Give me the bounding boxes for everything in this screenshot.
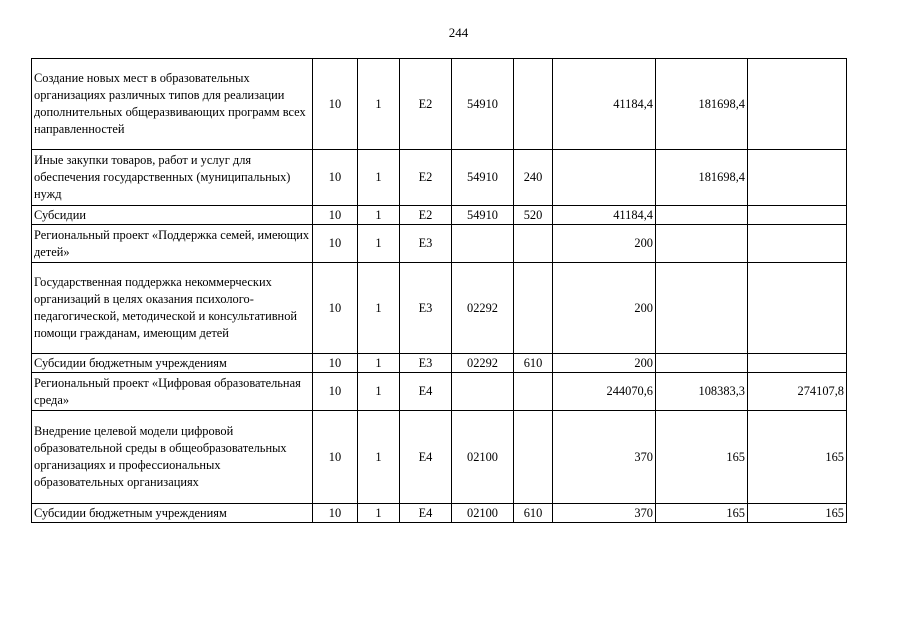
- expense-type-cell: [514, 225, 553, 263]
- amount-1-cell: 200: [553, 263, 656, 354]
- subsection-cell: 1: [358, 411, 400, 504]
- table-row: [32, 263, 847, 354]
- amount-2-cell: [656, 206, 748, 225]
- subsection-cell: 1: [358, 59, 400, 150]
- table-row: [32, 206, 847, 225]
- direction-cell: 02100: [452, 411, 514, 504]
- direction-cell: 54910: [452, 206, 514, 225]
- subsection-cell: 1: [358, 263, 400, 354]
- row-name: Субсидии: [32, 206, 313, 225]
- section-cell: 10: [313, 150, 358, 206]
- section-cell: 10: [313, 263, 358, 354]
- amount-2-cell: 165: [656, 411, 748, 504]
- amount-3-cell: 274107,8: [748, 373, 847, 411]
- row-name: Региональный проект «Поддержка семей, имеющих детей»: [32, 225, 313, 263]
- budget-table: [31, 58, 847, 523]
- amount-1-cell: 370: [553, 411, 656, 504]
- program-cell: Е4: [400, 411, 452, 504]
- expense-type-cell: [514, 59, 553, 150]
- subsection-cell: 1: [358, 150, 400, 206]
- table-row: [32, 150, 847, 206]
- expense-type-cell: 240: [514, 150, 553, 206]
- amount-1-cell: 41184,4: [553, 206, 656, 225]
- section-cell: 10: [313, 354, 358, 373]
- subsection-cell: 1: [358, 504, 400, 523]
- expense-type-cell: 610: [514, 504, 553, 523]
- table-row: [32, 411, 847, 504]
- page-number: 244: [448, 25, 469, 40]
- expense-type-cell: [514, 263, 553, 354]
- section-cell: 10: [313, 206, 358, 225]
- amount-2-cell: [656, 225, 748, 263]
- amount-1-cell: 370: [553, 504, 656, 523]
- section-cell: 10: [313, 59, 358, 150]
- section-cell: 10: [313, 411, 358, 504]
- subsection-cell: 1: [358, 373, 400, 411]
- direction-cell: 54910: [452, 59, 514, 150]
- row-name: Создание новых мест в образовательных организациях различных типов для реализации дополнительных общеразвивающих программ всех направленностей: [32, 59, 313, 150]
- direction-cell: [452, 225, 514, 263]
- amount-1-cell: 200: [553, 354, 656, 373]
- amount-3-cell: 165: [748, 411, 847, 504]
- program-cell: Е2: [400, 150, 452, 206]
- row-name: Субсидии бюджетным учреждениям: [32, 354, 313, 373]
- amount-1-cell: 41184,4: [553, 59, 656, 150]
- table-row: [32, 504, 847, 523]
- direction-cell: 02100: [452, 504, 514, 523]
- amount-2-cell: 165: [656, 504, 748, 523]
- expense-type-cell: [514, 373, 553, 411]
- amount-3-cell: [748, 206, 847, 225]
- direction-cell: 54910: [452, 150, 514, 206]
- row-name: Государственная поддержка некоммерческих организаций в целях оказания психолого-педагогической, методической и консультативной помощи гражданам, имеющим детей: [32, 263, 313, 354]
- table-row: [32, 373, 847, 411]
- program-cell: Е4: [400, 504, 452, 523]
- amount-3-cell: [748, 150, 847, 206]
- amount-3-cell: [748, 354, 847, 373]
- row-name: Субсидии бюджетным учреждениям: [32, 504, 313, 523]
- amount-2-cell: 181698,4: [656, 150, 748, 206]
- row-name: Внедрение целевой модели цифровой образовательной среды в общеобразовательных организациях и профессиональных образовательных организациях: [32, 411, 313, 504]
- direction-cell: 02292: [452, 263, 514, 354]
- direction-cell: 02292: [452, 354, 514, 373]
- program-cell: Е4: [400, 373, 452, 411]
- amount-2-cell: 181698,4: [656, 59, 748, 150]
- amount-1-cell: [553, 150, 656, 206]
- table-row: [32, 354, 847, 373]
- program-cell: Е2: [400, 206, 452, 225]
- program-cell: Е3: [400, 263, 452, 354]
- amount-3-cell: [748, 263, 847, 354]
- amount-3-cell: [748, 59, 847, 150]
- table-row: [32, 225, 847, 263]
- subsection-cell: 1: [358, 206, 400, 225]
- amount-3-cell: [748, 225, 847, 263]
- amount-2-cell: 108383,3: [656, 373, 748, 411]
- amount-1-cell: 200: [553, 225, 656, 263]
- section-cell: 10: [313, 373, 358, 411]
- table-row: [32, 59, 847, 150]
- amount-2-cell: [656, 354, 748, 373]
- subsection-cell: 1: [358, 354, 400, 373]
- expense-type-cell: 610: [514, 354, 553, 373]
- row-name: Иные закупки товаров, работ и услуг для обеспечения государственных (муниципальных) нужд: [32, 150, 313, 206]
- direction-cell: [452, 373, 514, 411]
- expense-type-cell: 520: [514, 206, 553, 225]
- amount-3-cell: 165: [748, 504, 847, 523]
- expense-type-cell: [514, 411, 553, 504]
- program-cell: Е2: [400, 59, 452, 150]
- amount-2-cell: [656, 263, 748, 354]
- program-cell: Е3: [400, 354, 452, 373]
- subsection-cell: 1: [358, 225, 400, 263]
- section-cell: 10: [313, 504, 358, 523]
- section-cell: 10: [313, 225, 358, 263]
- amount-1-cell: 244070,6: [553, 373, 656, 411]
- program-cell: Е3: [400, 225, 452, 263]
- row-name: Региональный проект «Цифровая образовательная среда»: [32, 373, 313, 411]
